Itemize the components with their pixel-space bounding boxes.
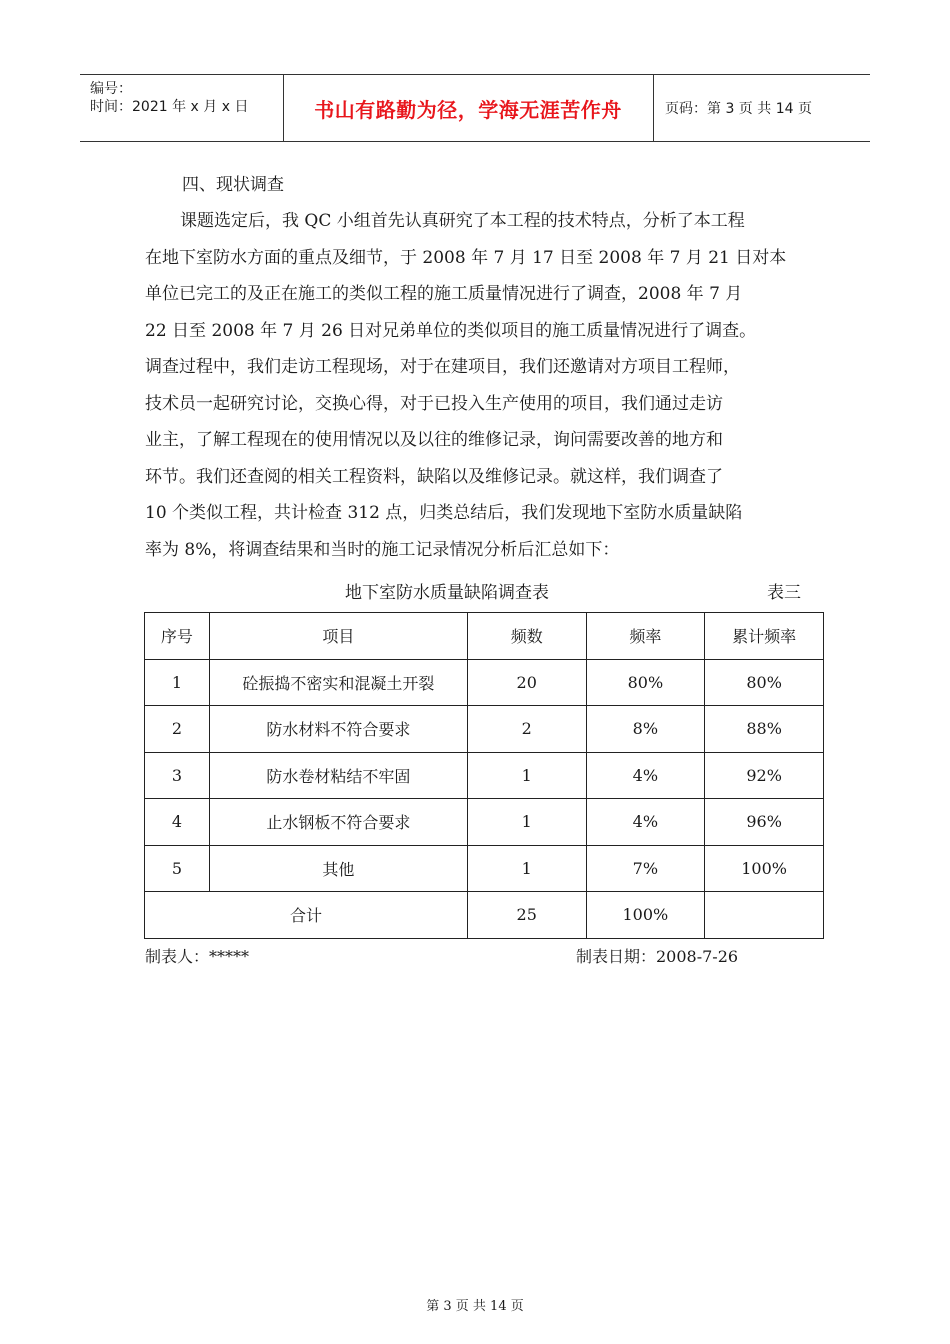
cell-count: 2 [467, 706, 586, 753]
cell-index: 2 [145, 706, 210, 753]
page-footer: 第 3 页 共 14 页 [426, 1299, 524, 1314]
paragraph-line: 22 日至 2008 年 7 月 26 日对兄弟单位的类似项目的施工质量情况进行了调查。 [145, 320, 757, 341]
paragraph-line: 调查过程中，我们走访工程现场，对于在建项目，我们还邀请对方项目工程师， [145, 357, 740, 377]
paragraph-line: 课题选定后，我 QC 小组首先认真研究了本工程的技术特点，分析了本工程 [180, 211, 745, 231]
cell-count: 20 [467, 659, 586, 706]
cell-index: 3 [145, 752, 210, 799]
table-date: 制表日期：2008-7-26 [576, 947, 739, 966]
header-cell-cumulative: 累计频率 [705, 613, 824, 660]
cell-cumulative: 92% [705, 752, 824, 799]
cell-item: 其他 [209, 845, 467, 892]
cell-index: 4 [145, 799, 210, 846]
table-header-row [145, 613, 824, 660]
header-cell-count: 频数 [467, 613, 586, 660]
cell-item: 止水钢板不符合要求 [209, 799, 467, 846]
table-row [145, 659, 824, 706]
total-rate: 100% [586, 892, 705, 939]
cell-index: 1 [145, 659, 210, 706]
header-time-label: 时间：2021 年 x 月 x 日 [90, 99, 249, 115]
paragraph-line: 技术员一起研究讨论，交换心得，对于已投入生产使用的项目，我们通过走访 [145, 393, 723, 414]
total-cumulative [705, 892, 824, 939]
paragraph-line: 率为 8%，将调查结果和当时的施工记录情况分析后汇总如下： [145, 539, 620, 560]
table-row [145, 706, 824, 753]
paragraph-line: 在地下室防水方面的重点及细节，于 2008 年 7 月 17 日至 2008 年 7 月 21 日对本 [145, 247, 787, 268]
survey-paragraph [145, 203, 825, 568]
cell-rate: 7% [586, 845, 705, 892]
table-total-row [145, 892, 824, 939]
cell-cumulative: 88% [705, 706, 824, 753]
paragraph-line: 环节。我们还查阅的相关工程资料，缺陷以及维修记录。就这样，我们调查了 [145, 466, 723, 487]
cell-item: 砼振捣不密实和混凝土开裂 [209, 659, 467, 706]
header-page-label: 页码：第 3 页 共 14 页 [665, 101, 812, 117]
cell-item: 防水材料不符合要求 [209, 706, 467, 753]
cell-rate: 8% [586, 706, 705, 753]
header-cell-rate: 频率 [586, 613, 705, 660]
header-divider-right [653, 74, 654, 142]
header-cell-index: 序号 [145, 613, 210, 660]
header-number-label: 编号： [90, 81, 132, 97]
total-count: 25 [467, 892, 586, 939]
cell-count: 1 [467, 752, 586, 799]
paragraph-line: 10 个类似工程，共计检查 312 点，归类总结后，我们发现地下室防水质量缺陷 [145, 503, 743, 523]
cell-cumulative: 100% [705, 845, 824, 892]
cell-index: 5 [145, 845, 210, 892]
table-row [145, 799, 824, 846]
cell-count: 1 [467, 799, 586, 846]
cell-rate: 4% [586, 799, 705, 846]
cell-cumulative: 80% [705, 659, 824, 706]
header-meta [90, 80, 248, 116]
table-maker: 制表人：***** [145, 947, 250, 966]
table-caption: 地下室防水质量缺陷调查表 [345, 583, 549, 603]
cell-rate: 4% [586, 752, 705, 799]
cell-count: 1 [467, 845, 586, 892]
cell-cumulative: 96% [705, 799, 824, 846]
total-label: 合计 [145, 892, 468, 939]
header-motto: 书山有路勤为径，学海无涯苦作舟 [314, 97, 622, 122]
cell-item: 防水卷材粘结不牢固 [209, 752, 467, 799]
defect-survey-table [144, 612, 824, 939]
table-caption-tag: 表三 [767, 583, 801, 603]
table-row [145, 845, 824, 892]
cell-rate: 80% [586, 659, 705, 706]
table-row [145, 752, 824, 799]
section-title: 四、现状调查 [182, 175, 284, 195]
header-cell-item: 项目 [209, 613, 467, 660]
paragraph-line: 业主，了解工程现在的使用情况以及以往的维修记录，询问需要改善的地方和 [145, 430, 723, 450]
paragraph-line: 单位已完工的及正在施工的类似工程的施工质量情况进行了调查，2008 年 7 月 [145, 284, 743, 304]
